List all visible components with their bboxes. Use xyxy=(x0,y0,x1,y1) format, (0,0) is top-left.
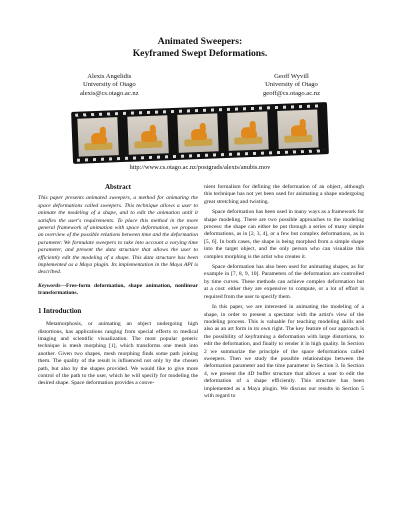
author-2 xyxy=(263,73,320,98)
film-frame xyxy=(177,113,218,153)
keywords-label: Keywords xyxy=(38,282,61,289)
body-paragraph: nient formalism for defining the deformation of an object, although this technique has not yet been used for animating a shape undergoing great stretching and twisting. xyxy=(204,184,364,205)
author-name: Geoff Wyvill xyxy=(274,73,309,80)
paper-title xyxy=(0,36,400,60)
film-strip-figure xyxy=(71,102,329,164)
section-heading-introduction: 1 Introduction xyxy=(38,306,82,315)
title-line-1: Animated Sweepers: xyxy=(157,36,243,47)
body-paragraph: In this paper, we are interested in animating the modeling of a shape, in order to present a spectator with the artist's view of the modeling process. This is valuable for teaching modeling skills and also as an art form in its own right. The key feature of our approach is the possibility of keyframing a deformation with large distortions, to edit the deformation, and finally to render it in high quality. In Section 2 we summarize the principle of the space deformations called sweepers. Then we study the possible relationships between the deformation parameter and the time parameter in Section 3. In Section 4, we present the 4D buffer structure that allows a user to edit the deformation of a shape efficiently. This structure has been implemented as a Maya plugin. We discuss our results in Section 5 with regard to xyxy=(204,304,364,399)
author-name: Alexis Angelidis xyxy=(87,73,132,80)
keywords-text: —Free-form deformation, shape animation, nonlinear transformations. xyxy=(38,282,198,297)
intro-paragraph: Metamorphosis, or animating an object undergoing high distortions, has applications ranging from special effects to medical imaging and scientific visualization. The most popular generic technique is mesh morphing [1], which transforms one mesh into another. Given two shapes, mesh morphing finds some path joining them. The quality of the result is influenced not only by the chosen path, but also by the shapes provided. We would like to give more control of the path to the user, which he will specify for modeling the desired shape. Space deformation provides a conve- xyxy=(38,321,198,387)
film-frame xyxy=(127,115,168,155)
body-paragraph: Space deformation has also been used for animating shapes, as for example in [7, 8, 9, 10]. Parameters of the deformation are controlled by time curves. These methods can achieve complex deformation but at a cost: either they are expensive to compute, or a lot of effort is required from the user to specify them. xyxy=(204,264,364,300)
film-frame xyxy=(227,111,268,151)
video-url[interactable]: http://www.cs.otago.ac.nz/postgrads/alexis/anubis.mov xyxy=(129,164,271,171)
title-line-2: Keyframed Swept Deformations. xyxy=(132,48,268,59)
left-column xyxy=(38,184,198,391)
author-block xyxy=(80,73,320,98)
keywords xyxy=(38,283,198,298)
abstract-text: This paper presents animated sweepers, a method for animating the space deformations called sweepers. This technique allows a user to animate the modeling of a shape, and to edit the animation until it satisfies the user's requirements. To place this method in the more general framework of animation with space deformation, we propose an overview of the possible relations between time and the deformation parameter. We formulate sweepers to take into account a varying time parameter, and present the data structure that allows the user to efficiently edit the modeling of a shape. This data structure has been implemented as a Maya plugin. Its implementation in the Maya API is described. xyxy=(38,195,198,276)
author-affiliation: University of Otago xyxy=(82,81,136,89)
film-frame xyxy=(77,117,118,157)
author-email: alexis@cs.otago.ac.nz xyxy=(80,89,139,97)
author-1 xyxy=(80,73,139,98)
film-frame xyxy=(277,109,318,149)
abstract-heading: Abstract xyxy=(104,183,132,191)
right-column xyxy=(204,184,364,403)
body-paragraph: Space deformation has been used in many ways as a framework for shape modeling. There are two possible approaches to the modeling process: the shape can either be put through a series of many simple deformations, as in [2, 3, 4], or a few but complex deformations, as in [5, 6]. In both cases, the shape is being morphed from a simple shape into the target object, and the only person who can visualize this complex morphing is the artist who creates it. xyxy=(204,209,364,260)
author-email: geoff@cs.otago.ac.nz xyxy=(262,89,320,97)
author-affiliation: University of Otago xyxy=(265,81,318,89)
